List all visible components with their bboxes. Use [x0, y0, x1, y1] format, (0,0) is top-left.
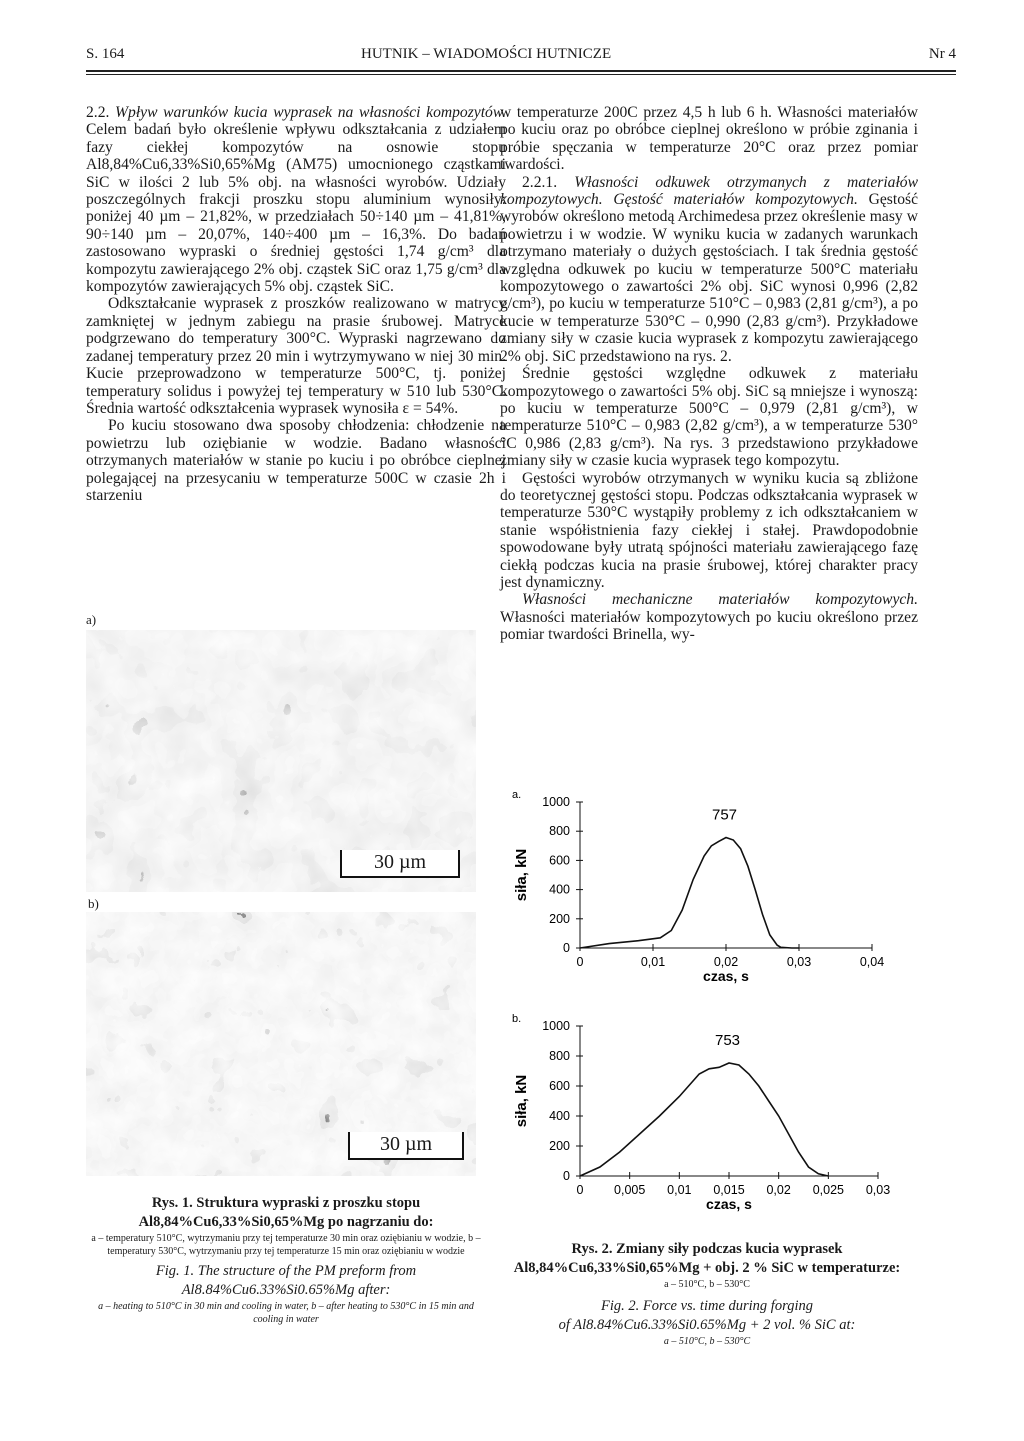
fig2-caption-en-alloy: of Al8.84%Cu6.33%Si0.65%Mg + 2 vol. % SiC at: — [558, 1317, 856, 1333]
issue-number: Nr 4 — [928, 46, 956, 62]
force-curve — [580, 1063, 828, 1176]
header-rule-thin — [86, 74, 956, 75]
y-tick-label: 600 — [549, 853, 570, 868]
fig1-caption-en-alloy: Al8.84%Cu6.33%Si0.65%Mg after: — [181, 1282, 391, 1298]
fig1-caption-title: Rys. 1. Struktura wypraski z proszku stopu — [151, 1195, 421, 1211]
peak-value-label: 753 — [715, 1032, 741, 1050]
paragraph-text: Własności materiałów kompozytowych po kuciu określono przez pomiar twardości Brinella, wy- — [500, 608, 918, 644]
fig2-caption-detail: a – 510°C, b – 530°C — [664, 1279, 750, 1290]
section-heading — [86, 104, 506, 295]
paragraph — [500, 591, 918, 643]
fig2-caption-en-detail: a – 510°C, b – 530°C — [663, 1336, 751, 1347]
x-tick-label: 0,02 — [713, 955, 739, 969]
y-tick-label: 1000 — [542, 1019, 570, 1033]
x-tick-label: 0,01 — [667, 1183, 692, 1197]
left-column-text — [86, 104, 506, 504]
fig1-caption — [86, 1194, 486, 1326]
y-tick-label: 0 — [563, 941, 570, 955]
y-axis-label: siła, kN — [513, 848, 530, 902]
right-column-text — [500, 104, 918, 644]
y-tick-label: 800 — [549, 824, 570, 839]
journal-title: HUTNIK – WIADOMOŚCI HUTNICZE — [361, 46, 612, 62]
subsection-subtitle: Gęstość materiałów kompozytowych. — [613, 191, 858, 209]
panel-label: b. — [512, 1013, 522, 1025]
section-title: Wpływ warunków kucia wyprasek na własności kompozytów. — [115, 104, 506, 121]
x-tick-label: 0,005 — [614, 1183, 646, 1197]
y-tick-label: 400 — [549, 882, 570, 897]
scale-bar-a: 30 µm — [340, 850, 460, 878]
paragraph: Odkształcanie wyprasek z proszków realizowano w matrycy zamkniętej w jednym zabiegu na prasie śrubowej. Matryce podgrzewano do temperatury 300°C. Wypraski nagrzewano do zadanej temperatury przez 20 min i wytrzymywano w niej 30 min. Kucie przeprowadzono w temperaturze 500°C, tj. poniżej temperatury solidus i powyżej tej temperatury w 510 lub 530°C. Średnia wartość odkształcenia wyprasek wynosiła ε = 54%. — [86, 295, 506, 417]
x-tick-label: 0,03 — [786, 955, 812, 969]
fig2-caption — [492, 1240, 922, 1348]
peak-value-label: 757 — [712, 806, 738, 824]
x-tick-label: 0 — [576, 1183, 584, 1197]
y-tick-label: 1000 — [542, 795, 570, 809]
fig1-label-a: a) — [86, 612, 97, 627]
force-curve — [580, 838, 799, 949]
fig1-caption-alloy: Al8,84%Cu6,33%Si0,65%Mg po nagrzaniu do: — [138, 1214, 434, 1230]
x-axis-label: czas, s — [703, 968, 749, 984]
x-tick-label: 0,03 — [865, 1183, 891, 1197]
paragraph: Gęstości wyrobów otrzymanych w wyniku kucia są zbliżone do teoretycznej gęstości stopu. Podczas odkształcania wyprasek w temperaturze 530°C wystąpiły problemy z ich odkształcaniem w stanie współistnienia fazy ciekłej i stałej. Prawdopodobnie spowodowane były utratą spójności materiału zawierającego fazę ciekłą podczas kucia na prasie śrubowej, której charakter pracy jest dynamiczny. — [500, 469, 918, 591]
x-tick-label: 0,04 — [859, 955, 885, 969]
subsection-number: 2.2.1. — [522, 173, 558, 191]
y-tick-label: 200 — [549, 1139, 570, 1153]
x-tick-label: 0,025 — [812, 1183, 844, 1197]
scale-bar-b: 30 µm — [348, 1132, 464, 1160]
subsection-heading — [500, 174, 918, 365]
x-tick-label: 0,01 — [640, 955, 666, 969]
y-axis-label: siła, kN — [513, 1074, 530, 1128]
y-tick-label: 0 — [563, 1169, 570, 1183]
x-axis-label: czas, s — [706, 1196, 752, 1212]
panel-label: a. — [512, 789, 522, 801]
fig2-caption-title: Rys. 2. Zmiany siły podczas kucia wyprasek — [571, 1241, 843, 1257]
fig1-caption-en-detail: a – heating to 510°C in 30 min and cooling in water, b – after heating to 530°C in 15 min and cooling in water — [98, 1301, 474, 1325]
y-tick-label: 400 — [549, 1109, 570, 1123]
paragraph: Celem badań było określenie wpływu odkształcania z udziałem fazy ciekłej kompozytów na osnowie stopu Al8,84%Cu6,33%Si0,65%Mg (AM75) umocnionego cząstkami SiC w ilości 2 lub 5% obj. na własności wyrobów. Udziały poszczególnych frakcji proszku stopu aluminium wynosiły: poniżej 40 µm – 21,82%, w przedziałach 50÷140 µm – 41,81%, 90÷140 µm – 20,07%, 140÷400 µm – 16,3%. Do badań zastosowano wypraski o średniej gęstości 1,74 g/cm³ dla kompozytu zawierającego 2% obj. cząstek SiC oraz 1,75 g/cm³ dla kompozytów zawierających 5% obj. cząstek SiC. — [86, 121, 506, 296]
fig2-caption-en-title: Fig. 2. Force vs. time during forging — [601, 1298, 813, 1314]
running-header — [86, 46, 956, 66]
fig1-label-b: b) — [88, 896, 99, 911]
fig1-caption-en-title: Fig. 1. The structure of the PM preform from — [155, 1263, 417, 1279]
paragraph: Po kuciu stosowano dwa sposoby chłodzenia: chłodzenie na powietrzu lub oziębianie w wodzie. Badano własności otrzymanych materiałów w stanie po kuciu i po obróbce cieplnej polegającej na przesycaniu w temperaturze 500C w czasie 2h i starzeniu — [86, 417, 506, 504]
subsection-title: Własności odkuwek otrzymanych z materiałów kompozytowych. — [500, 173, 918, 209]
y-tick-label: 800 — [549, 1049, 570, 1063]
force-chart-a — [500, 782, 910, 997]
section-number: 2.2. — [86, 104, 110, 121]
force-chart-b — [500, 1000, 910, 1230]
x-tick-label: 0,015 — [713, 1183, 745, 1197]
fig1-caption-detail: a – temperatury 510°C, wytrzymaniu przy tej temperaturze 30 min oraz oziębianiu w wodzie, b – temperatury 530°C, wytrzymaniu przy tej temperaturze 15 min oraz oziębianiu w wodzie — [91, 1233, 481, 1257]
paragraph: w temperaturze 200C przez 4,5 h lub 6 h. Własności materiałów po kuciu oraz po obróbce cieplnej określono w próbie zginania i próbie spęczania w temperaturze 20°C oraz przez pomiar twardości. — [500, 104, 918, 174]
page-number: S. 164 — [86, 46, 125, 62]
x-tick-label: 0,02 — [766, 1183, 791, 1197]
paragraph-title: Własności mechaniczne materiałów kompozytowych. — [522, 591, 918, 609]
x-tick-label: 0 — [576, 955, 584, 969]
header-rule — [86, 70, 956, 72]
paragraph: Gęstość wyrobów określono metodą Archimedesa przez określenie masy w powietrzu i w wodzie. W wyniku kucia w zadanych warunkach otrzymano materiały o dużych gęstościach. I tak średnia gęstość względna odkuwek po kuciu w temperaturze 500°C materiału kompozytowego o zawartości 2% obj. SiC wynosi 0,996 (2,82 g/cm³), po kuciu w temperaturze 510°C – 0,983 (2,81 g/cm³), a po kucie w temperaturze 530°C – 0,990 (2,83 g/cm³). Przykładowe zmiany siły w czasie kucia wyprasek z kompozytu zawierającego 2% obj. SiC przedstawiono na rys. 2. — [500, 191, 918, 365]
y-tick-label: 600 — [549, 1079, 570, 1093]
fig2-caption-alloy: Al8,84%Cu6,33%Si0,65%Mg + obj. 2 % SiC w temperaturze: — [513, 1260, 901, 1276]
paragraph: Średnie gęstości względne odkuwek z materiału kompozytowego o zawartości 5% obj. SiC są mniejsze i wynoszą: po kuciu w temperaturze 500°C – 0,979 (2,81 g/cm³), w temperaturze 510°C – 0,983 (2,82 g/cm³), a w temperaturze 530°°C 0,986 (2,83 g/cm³). Na rys. 3 przedstawiono przykładowe zmiany siły w czasie kucia wyprasek tego kompozytu. — [500, 365, 918, 470]
y-tick-label: 200 — [549, 911, 570, 926]
